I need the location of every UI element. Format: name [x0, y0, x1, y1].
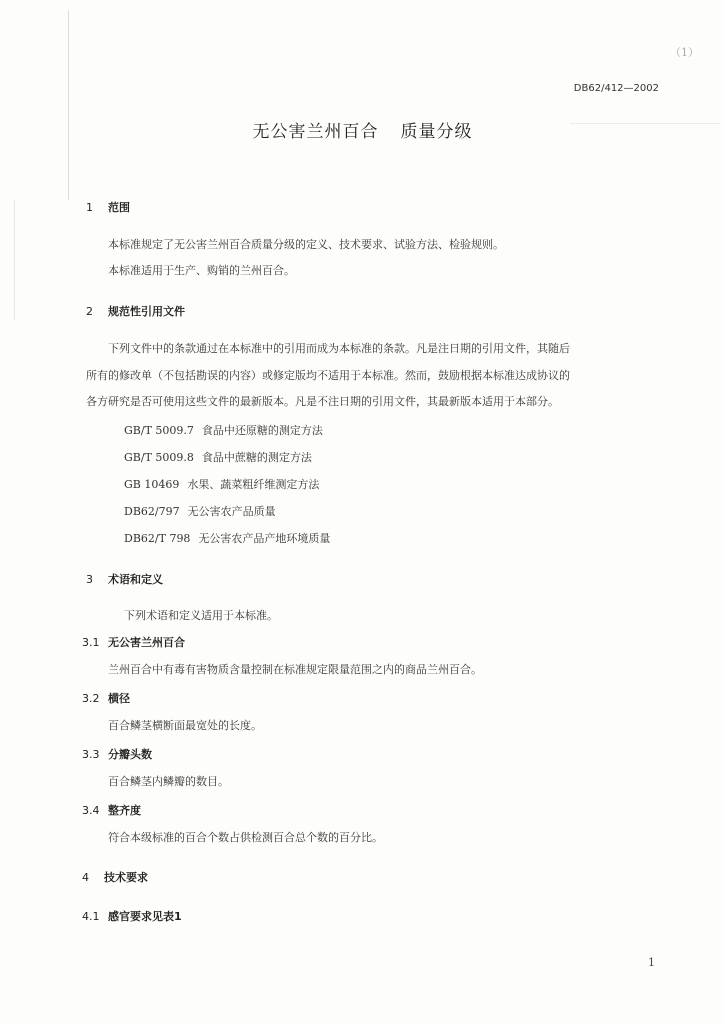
section-2-title: 规范性引用文件 — [108, 305, 185, 318]
section-3-title: 术语和定义 — [108, 573, 163, 586]
term-3-2-definition: 百合鳞茎横断面最宽处的长度。 — [108, 719, 262, 732]
reference-item: GB/T 5009.8 食品中蔗糖的测定方法 — [124, 451, 312, 464]
term-3-1-heading: 3.1 无公害兰州百合 — [82, 636, 185, 649]
title-part2: 质量分级 — [400, 122, 473, 142]
section-3-intro: 下列术语和定义适用于本标准。 — [124, 609, 278, 622]
reference-item: GB/T 5009.7 食品中还原糖的测定方法 — [124, 424, 323, 437]
term-3-4-definition: 符合本级标准的百合个数占供检测百合总个数的百分比。 — [108, 831, 383, 844]
section-1-title: 范围 — [108, 201, 130, 214]
page-number: 1 — [648, 956, 655, 969]
section-4-heading: 4 技术要求 — [82, 871, 148, 884]
section-1-heading: 1 范围 — [86, 201, 130, 214]
corner-mark: （1） — [670, 46, 699, 59]
standard-number: DB62/412—2002 — [573, 83, 659, 94]
term-3-3-definition: 百合鳞茎内鳞瓣的数目。 — [108, 775, 229, 788]
title-part1: 无公害兰州百合 — [252, 122, 379, 142]
term-3-4-heading: 3.4 整齐度 — [82, 804, 141, 817]
reference-item: DB62/797 无公害农产品质量 — [124, 505, 276, 518]
document-title — [0, 117, 725, 142]
term-3-2-heading: 3.2 横径 — [82, 692, 130, 705]
scan-edge-line — [14, 200, 15, 320]
section-3-heading: 3 术语和定义 — [86, 573, 163, 586]
section-2-line-2: 所有的修改单（不包括勘误的内容）或修定版均不适用于本标准。然而，鼓励根据本标准达成协议的 — [86, 369, 570, 382]
section-1-paragraph-2: 本标准适用于生产、购销的兰州百合。 — [108, 264, 295, 277]
term-3-1-definition: 兰州百合中有毒有害物质含量控制在标准规定限量范围之内的商品兰州百合。 — [108, 663, 482, 676]
section-2-heading: 2 规范性引用文件 — [86, 305, 185, 318]
section-2-line-3: 各方研究是否可使用这些文件的最新版本。凡是不注日期的引用文件，其最新版本适用于本部分。 — [86, 395, 559, 408]
subsection-4-1-heading: 4.1 感官要求见表1 — [82, 910, 182, 923]
section-1-paragraph-1: 本标准规定了无公害兰州百合质量分级的定义、技术要求、试验方法、检验规则。 — [108, 238, 504, 251]
scan-edge-line — [68, 10, 69, 200]
section-4-title: 技术要求 — [104, 871, 148, 884]
section-2-line-1: 下列文件中的条款通过在本标准中的引用而成为本标准的条款。凡是注日期的引用文件，其随后 — [108, 342, 570, 355]
term-3-3-heading: 3.3 分瓣头数 — [82, 748, 152, 761]
reference-item: DB62/T 798 无公害农产品产地环境质量 — [124, 532, 331, 545]
reference-item: GB 10469 水果、蔬菜粗纤维测定方法 — [124, 478, 320, 491]
